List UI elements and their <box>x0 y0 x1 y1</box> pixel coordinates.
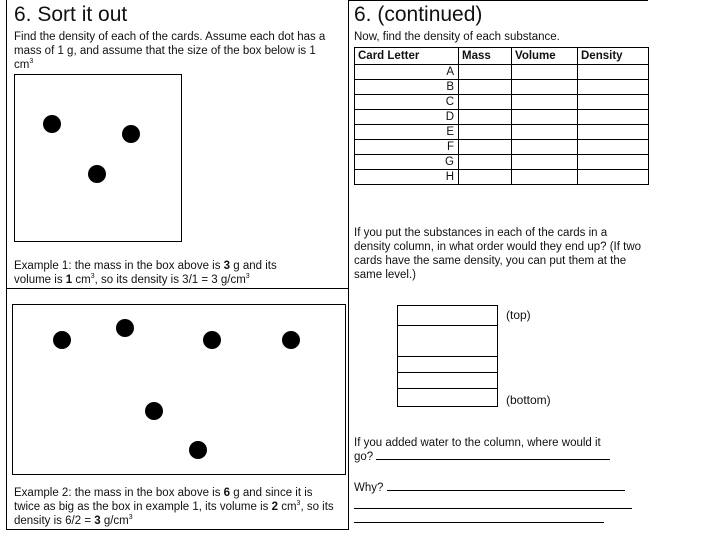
mass-dot <box>122 125 140 143</box>
why-question <box>354 481 644 495</box>
ex1-part-a: Example 1: the mass in the box above is <box>14 260 224 272</box>
header-density: Density <box>578 48 649 65</box>
column-layer[interactable] <box>398 357 497 373</box>
density-column-diagram <box>397 305 498 407</box>
why-label: Why? <box>354 482 384 494</box>
right-title: 6. (continued) <box>354 3 483 26</box>
mass-dot <box>43 115 61 133</box>
ex1-superscript-2: 3 <box>245 273 250 281</box>
ex1-part-d: , so its density is 3/1 = 3 g/cm <box>94 274 246 286</box>
column-layer[interactable] <box>398 373 497 389</box>
ex1-volume: 1 <box>65 274 73 286</box>
volume-cell[interactable] <box>512 110 578 125</box>
ex1-part-c: cm <box>72 274 91 286</box>
column-layer[interactable] <box>398 326 497 357</box>
mass-dot <box>88 165 106 183</box>
mass-cell[interactable] <box>459 125 512 140</box>
density-cell[interactable] <box>578 155 649 170</box>
ex1-superscript: 3 <box>90 273 95 281</box>
ex2-part-c: cm <box>278 501 297 513</box>
top-border-right <box>348 0 648 1</box>
card-letter-cell: F <box>355 140 459 155</box>
card-letter-cell: H <box>355 170 459 185</box>
volume-cell[interactable] <box>512 65 578 80</box>
mass-cell[interactable] <box>459 65 512 80</box>
card-letter-cell: E <box>355 125 459 140</box>
why-answer-line-2[interactable] <box>354 508 632 509</box>
card-letter-cell: C <box>355 95 459 110</box>
card-letter-cell: B <box>355 80 459 95</box>
mass-cell[interactable] <box>459 80 512 95</box>
water-question-line-2 <box>354 450 644 464</box>
bottom-border <box>6 529 348 530</box>
left-title: 6. Sort it out <box>14 3 128 26</box>
water-answer-line[interactable] <box>376 459 610 460</box>
density-table <box>354 47 649 185</box>
ex2-volume: 2 <box>271 501 278 513</box>
ex1-mass: 3 <box>223 260 231 272</box>
example-2-text <box>14 486 334 528</box>
volume-cell[interactable] <box>512 95 578 110</box>
density-cell[interactable] <box>578 140 649 155</box>
density-cell[interactable] <box>578 95 649 110</box>
density-cell[interactable] <box>578 110 649 125</box>
mass-cell[interactable] <box>459 155 512 170</box>
mass-cell[interactable] <box>459 170 512 185</box>
mass-cell[interactable] <box>459 110 512 125</box>
volume-cell[interactable] <box>512 125 578 140</box>
water-question <box>354 436 644 464</box>
table-row <box>355 95 649 110</box>
mass-dot <box>282 331 300 349</box>
density-table-header-row <box>355 48 649 65</box>
mass-dot <box>145 402 163 420</box>
ex2-part-e: g/cm <box>100 515 129 527</box>
ex2-mass: 6 <box>223 487 231 499</box>
density-cell[interactable] <box>578 80 649 95</box>
left-intro <box>14 30 334 72</box>
column-bottom-label: (bottom) <box>506 393 551 407</box>
density-column-question: If you put the substances in each of the cards in a density column, in what order would they end up? (If two cards have the same density, you can put them at the same level.) <box>354 227 642 281</box>
why-answer-line[interactable] <box>387 490 625 491</box>
table-row <box>355 65 649 80</box>
example-1-text <box>14 259 314 287</box>
table-row <box>355 140 649 155</box>
mass-dot <box>53 331 71 349</box>
card-example-1-box <box>14 74 182 242</box>
intro-text: Find the density of each of the cards. Assume each dot has a mass of 1 g, and assume that the size of the box below is 1 cm <box>14 31 326 71</box>
ex2-superscript-2: 3 <box>128 514 133 522</box>
card-example-2-box <box>12 304 346 475</box>
left-section-divider <box>6 288 348 289</box>
intro-superscript: 3 <box>29 58 34 66</box>
center-divider <box>348 0 349 530</box>
table-row <box>355 110 649 125</box>
volume-cell[interactable] <box>512 170 578 185</box>
header-volume: Volume <box>512 48 578 65</box>
table-row <box>355 170 649 185</box>
card-letter-cell: A <box>355 65 459 80</box>
volume-cell[interactable] <box>512 140 578 155</box>
water-question-go: go? <box>354 451 374 463</box>
header-mass: Mass <box>459 48 512 65</box>
table-row <box>355 80 649 95</box>
mass-cell[interactable] <box>459 95 512 110</box>
density-cell[interactable] <box>578 170 649 185</box>
mass-dot <box>116 319 134 337</box>
ex2-density: 3 <box>94 515 101 527</box>
mass-cell[interactable] <box>459 140 512 155</box>
why-answer-line-3[interactable] <box>354 522 604 523</box>
left-border <box>6 0 7 530</box>
mass-dot <box>203 331 221 349</box>
ex2-superscript: 3 <box>296 500 301 508</box>
density-cell[interactable] <box>578 125 649 140</box>
table-row <box>355 125 649 140</box>
volume-cell[interactable] <box>512 155 578 170</box>
ex2-part-b: g and since it is twice as big as the box in example 1, its volume is <box>14 487 313 513</box>
ex1-part-b: g and its volume is <box>14 260 277 286</box>
right-instruction: Now, find the density of each substance. <box>354 31 560 43</box>
column-top-label: (top) <box>506 308 531 322</box>
table-row <box>355 155 649 170</box>
volume-cell[interactable] <box>512 80 578 95</box>
card-letter-cell: D <box>355 110 459 125</box>
header-card-letter: Card Letter <box>355 48 459 65</box>
density-cell[interactable] <box>578 65 649 80</box>
why-line-1 <box>354 481 644 495</box>
water-question-line-1: If you added water to the column, where would it <box>354 437 601 449</box>
column-layer[interactable] <box>398 389 497 406</box>
card-letter-cell: G <box>355 155 459 170</box>
ex2-part-d: , so its density is 6/2 = <box>14 501 334 527</box>
ex2-part-a: Example 2: the mass in the box above is <box>14 487 224 499</box>
mass-dot <box>189 441 207 459</box>
column-layer[interactable] <box>398 306 497 326</box>
